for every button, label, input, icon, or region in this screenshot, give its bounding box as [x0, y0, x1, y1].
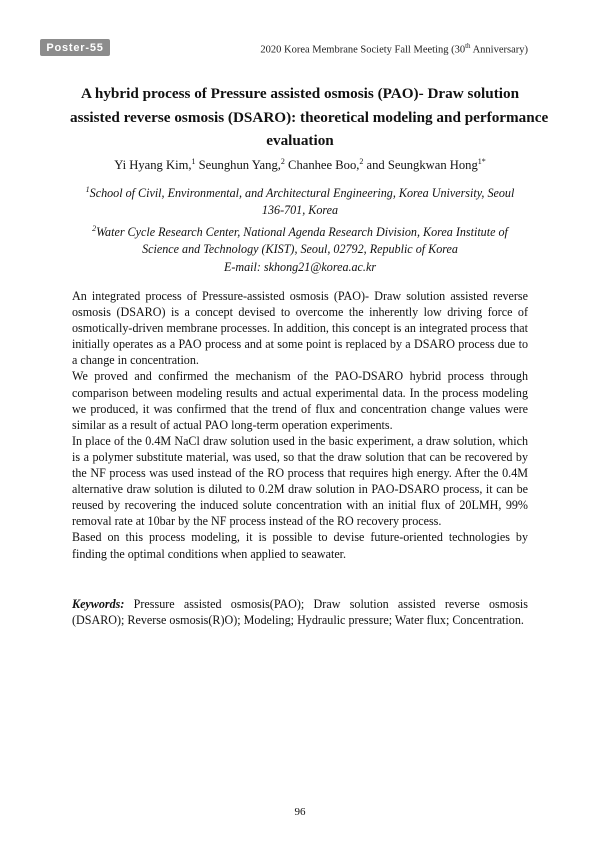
abstract-paragraph: Based on this process modeling, it is possible to devise future-oriented technologies by finding the optimal conditions when applied to seawater. [72, 530, 528, 561]
conference-header: 2020 Korea Membrane Society Fall Meeting (30th Anniversary) [260, 42, 528, 56]
contact-email: E-mail: skhong21@korea.ac.kr [223, 259, 377, 274]
paper-title [70, 82, 549, 153]
keywords [72, 596, 528, 628]
poster-badge: Poster-55 [40, 39, 110, 56]
title-line: evaluation [266, 132, 334, 149]
author-name: and Seungkwan Hong [363, 158, 478, 173]
author-name: Seunghun Yang, [195, 158, 281, 173]
page-number: 96 [294, 806, 306, 818]
abstract-paragraph: In place of the 0.4M NaCl draw solution used in the basic experiment, a draw solution, which is a polymer substitute material, was used, so that the draw solution that can be recovered by the NF process was used instead of the RO process that requires high energy. After the 0.4M alternative draw solution is diluted to 0.2M draw solution in PAO-DSARO process, it can be reused by recovering the induced solute concentration with an initial flux of 20LMH, 99% removal rate at 10bar by the NF process instead of the RO recovery process. [72, 433, 528, 529]
keywords-label: Keywords: [72, 597, 125, 611]
affiliation-1: $^1$School of Civil, Environmental, and Architectural Engineering, Korea University, Seoul [85, 185, 515, 201]
affiliation-1-cont: 136-701, Korea [261, 203, 339, 218]
title-line: assisted reverse osmosis (DSARO): theoretical modeling and performance [70, 108, 549, 126]
affiliation-2: $^2$Water Cycle Research Center, National Agenda Research Division, Korea Institute of [92, 223, 508, 239]
author-name: Yi Hyang Kim, [114, 158, 192, 173]
abstract-paragraph: An integrated process of Pressure-assisted osmosis (PAO)- Draw solution assisted reverse osmosis (DSARO) is a concept devised to overcome the inherently low driving force of osmotically-driven membrane processes. In addition, this concept is an integrated process that initially operates as a PAO process and at some point is replaced by a DSARO process due to a change in concentration. [72, 289, 528, 368]
author-name: Chanhee Boo, [284, 158, 360, 173]
keywords-text: Pressure assisted osmosis(PAO); Draw solution assisted reverse osmosis (DSARO); Reverse osmosis(R)O); Modeling; Hydraulic pressure; Water flux; Concentration. [72, 597, 528, 628]
affiliations [70, 181, 530, 276]
abstract-paragraph: We proved and confirmed the mechanism of the PAO-DSARO hybrid process through comparison between modeling results and actual experimental data. In the process modeling we produced, it was confirmed that the trend of flux and concentration change values were similar as a result of actual PAO long-term operation experiments. [72, 369, 528, 432]
author-list: Yi Hyang Kim,$^1$ Seunghun Yang,$^2$ Chanhee Boo,$^2$ and Seungkwan Hong$^{1*}$ [114, 157, 486, 173]
title-line: A hybrid process of Pressure assisted osmosis (PAO)- Draw solution [80, 85, 520, 102]
affiliation-2-cont: Science and Technology (KIST), Seoul, 02792, Republic of Korea [142, 242, 458, 257]
abstract-body [72, 288, 528, 562]
